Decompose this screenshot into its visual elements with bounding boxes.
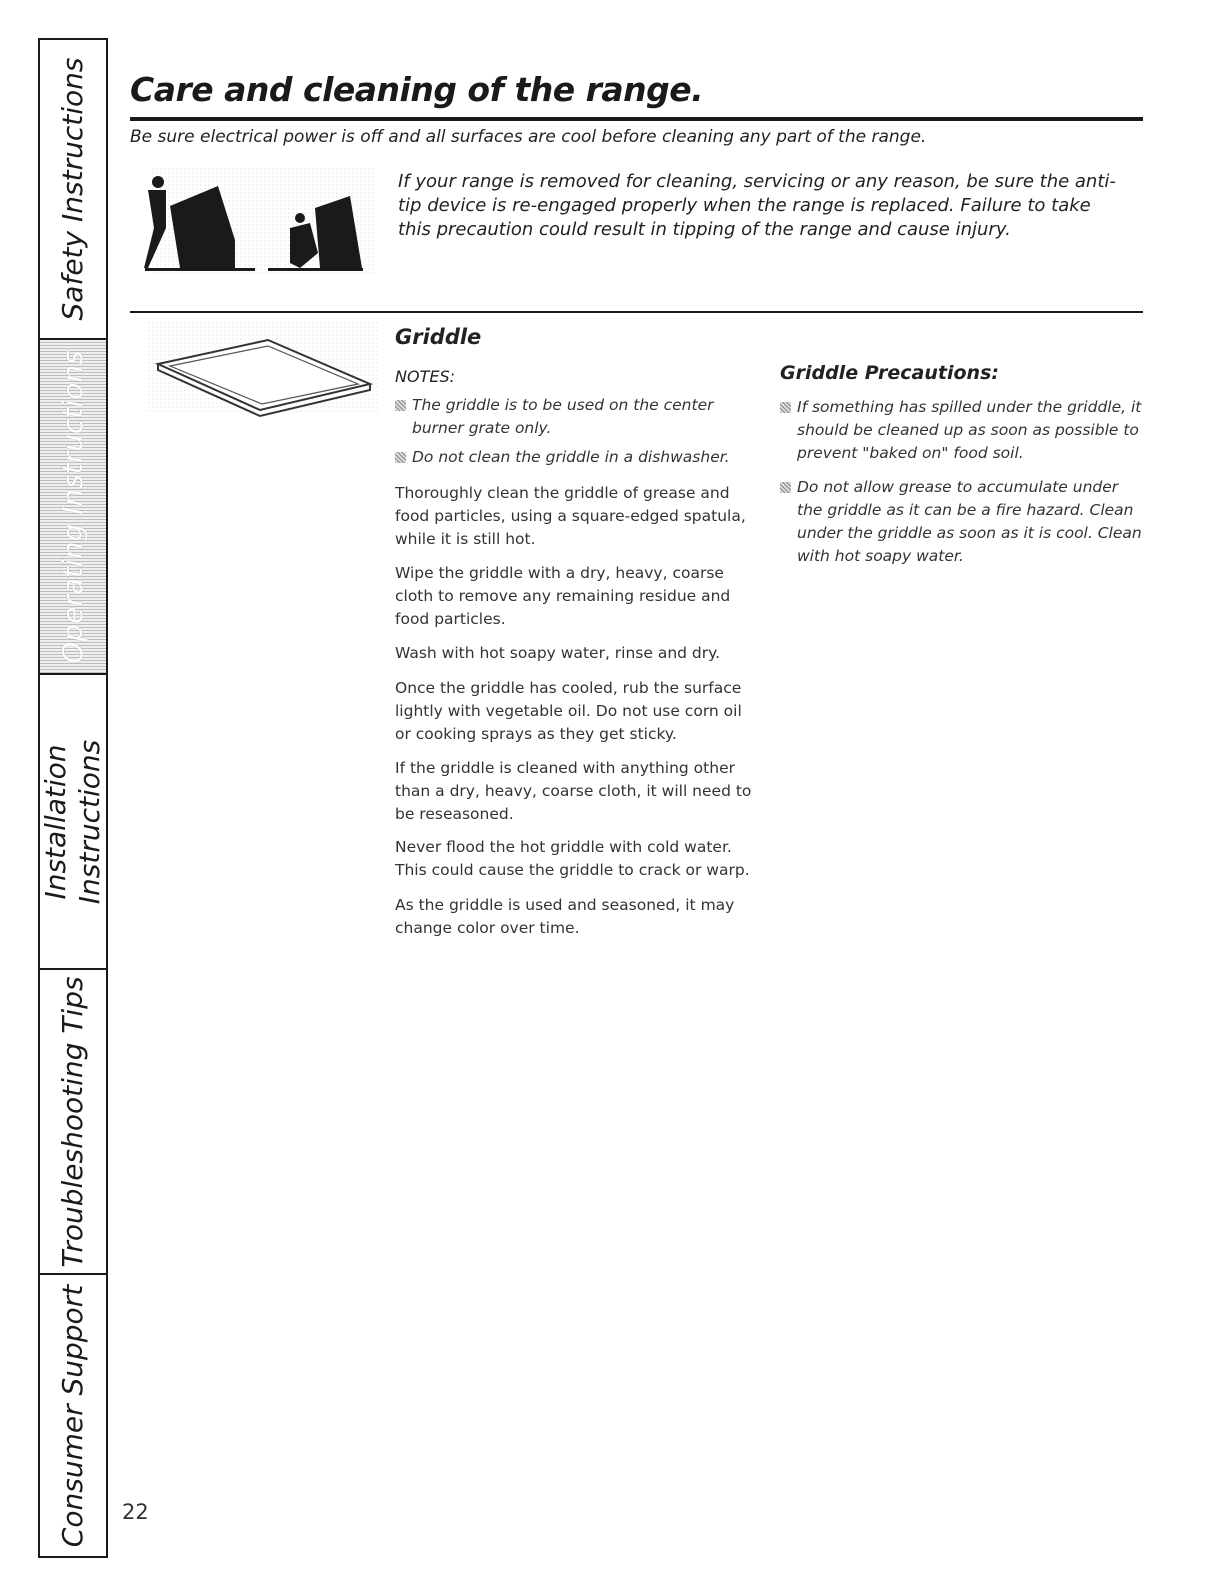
precaution-text-continued: the griddle as it can be a fire hazard. Clean under the griddle as soon as it is cool. Clean with hot soapy water. bbox=[797, 501, 1142, 565]
precaution-text-continued: should be cleaned up as soon as possible to prevent "baked on" food soil. bbox=[797, 421, 1139, 462]
tab-label: Operating Instructions bbox=[56, 349, 89, 664]
bullet-icon bbox=[395, 400, 406, 411]
page-number: 22 bbox=[122, 1500, 149, 1524]
note-text-continued: burner grate only. bbox=[412, 419, 552, 437]
griddle-precautions-heading: Griddle Precautions: bbox=[780, 362, 999, 384]
anti-tip-warning-illustration bbox=[140, 168, 375, 278]
tab-installation-instructions[interactable] bbox=[40, 675, 106, 970]
tab-label: Safety Instructions bbox=[56, 57, 89, 321]
note-item bbox=[395, 446, 740, 469]
anti-tip-warning-text: If your range is removed for cleaning, servicing or any reason, be sure the anti-tip device is re-engaged properly when the range is replaced. Failure to take this precaution could result in tipping of the range and cause injury. bbox=[398, 171, 1116, 240]
note-text: Do not clean the griddle in a dishwasher. bbox=[412, 448, 730, 466]
griddle-paragraph: As the griddle is used and seasoned, it may change color over time. bbox=[395, 896, 735, 937]
griddle-heading: Griddle bbox=[395, 325, 482, 349]
tab-safety-instructions[interactable] bbox=[40, 40, 106, 340]
griddle-paragraph: Never flood the hot griddle with cold water. This could cause the griddle to crack or warp. bbox=[395, 838, 750, 879]
precaution-text: If something has spilled under the griddle, it bbox=[797, 398, 1142, 416]
section-tabs bbox=[38, 38, 108, 1558]
tab-troubleshooting-tips[interactable] bbox=[40, 970, 106, 1275]
griddle-paragraph: If the griddle is cleaned with anything other than a dry, heavy, coarse cloth, it will need to be reseasoned. bbox=[395, 759, 752, 823]
page-subtitle: Be sure electrical power is off and all surfaces are cool before cleaning any part of the range. bbox=[130, 127, 927, 147]
griddle-paragraph: Once the griddle has cooled, rub the surface lightly with vegetable oil. Do not use corn oil or cooking sprays as they get sticky. bbox=[395, 679, 742, 743]
tab-label: Consumer Support bbox=[56, 1284, 89, 1547]
precaution-text: Do not allow grease to accumulate under bbox=[797, 478, 1119, 496]
precaution-item bbox=[780, 476, 1145, 568]
page-title: Care and cleaning of the range. bbox=[130, 70, 704, 109]
bullet-icon bbox=[395, 452, 406, 463]
tab-label: Installation Instructions bbox=[39, 739, 106, 904]
tab-operating-instructions[interactable] bbox=[40, 340, 106, 675]
bullet-icon bbox=[780, 402, 791, 413]
tab-consumer-support[interactable] bbox=[40, 1275, 106, 1556]
tab-label: Troubleshooting Tips bbox=[56, 975, 89, 1268]
title-rule bbox=[130, 117, 1143, 121]
precaution-item bbox=[780, 396, 1145, 465]
griddle-paragraph: Wash with hot soapy water, rinse and dry. bbox=[395, 644, 721, 662]
griddle-paragraph: Thoroughly clean the griddle of grease and food particles, using a square-edged spatula, while it is still hot. bbox=[395, 484, 746, 548]
griddle-paragraph: Wipe the griddle with a dry, heavy, coarse cloth to remove any remaining residue and food particles. bbox=[395, 564, 731, 628]
section-divider bbox=[130, 311, 1143, 313]
note-text: The griddle is to be used on the center bbox=[412, 396, 714, 414]
bullet-icon bbox=[780, 482, 791, 493]
notes-heading: NOTES: bbox=[395, 367, 455, 386]
griddle-illustration bbox=[140, 322, 380, 432]
note-item bbox=[395, 394, 740, 440]
